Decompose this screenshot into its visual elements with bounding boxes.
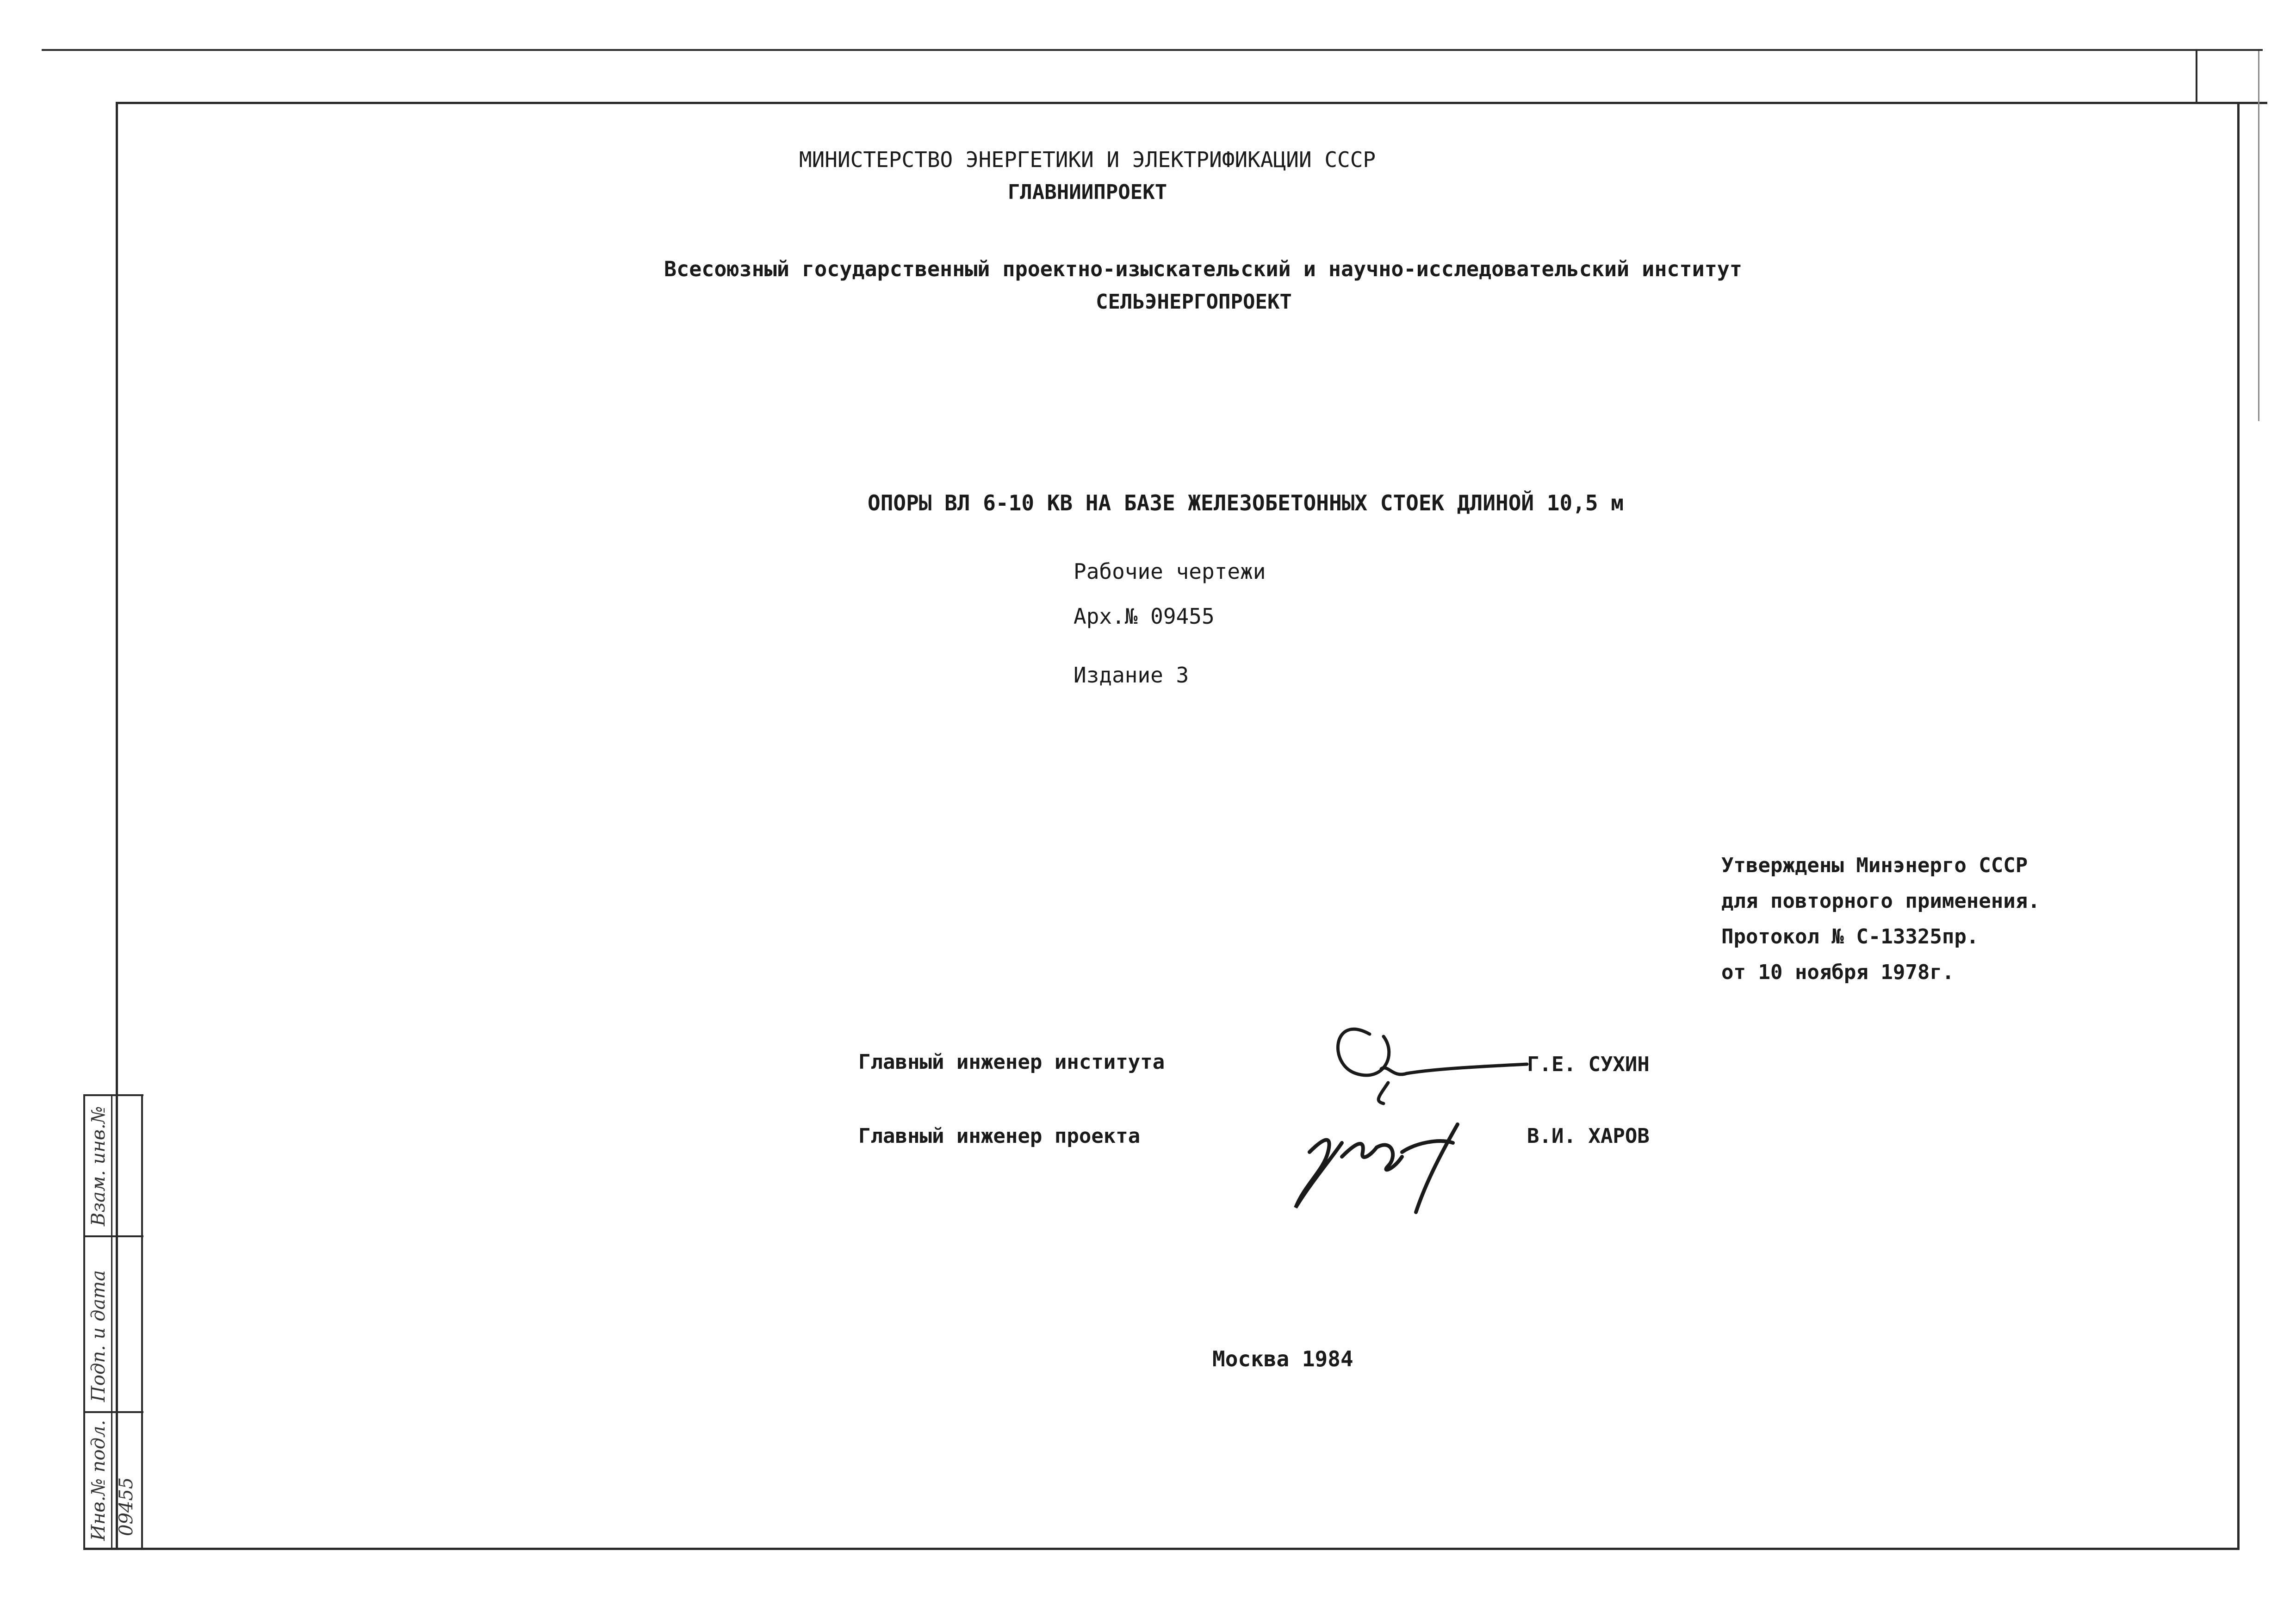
approval-line-3: Протокол № С-13325пр. bbox=[1721, 925, 1979, 949]
signature-role-1: Главный инженер института bbox=[858, 1050, 1165, 1074]
stamp-archive-number: 09455 bbox=[116, 1477, 137, 1536]
ministry-line: МИНИСТЕРСТВО ЭНЕРГЕТИКИ И ЭЛЕКТРИФИКАЦИИ СССР bbox=[799, 147, 1376, 172]
document-type: Рабочие чертежи bbox=[1074, 559, 1266, 584]
department-line: ГЛАВНИИПРОЕКТ bbox=[1007, 180, 1167, 204]
institute-line: Всесоюзный государственный проектно-изыскательский и научно-исследовательский институт bbox=[664, 257, 1742, 281]
archive-number: Арх.№ 09455 bbox=[1074, 604, 1215, 629]
city-year: Москва 1984 bbox=[1212, 1346, 1353, 1371]
stamp-label-inv: Инв.№ подл. bbox=[88, 1420, 109, 1541]
signature-name-1: Г.Е. СУХИН bbox=[1527, 1053, 1650, 1076]
document-title: ОПОРЫ ВЛ 6-10 КВ НА БАЗЕ ЖЕЛЕЗОБЕТОННЫХ СТОЕК ДЛИНОЙ 10,5 м bbox=[868, 490, 1624, 515]
edition: Издание 3 bbox=[1074, 663, 1189, 688]
approval-line-4: от 10 ноября 1978г. bbox=[1721, 961, 1955, 984]
stamp-label-sign: Подп. и дата bbox=[88, 1270, 109, 1402]
approval-line-1: Утверждены Минэнерго СССР bbox=[1721, 854, 2028, 877]
stamp-label-replace: Взам. инв.№ bbox=[88, 1106, 109, 1226]
signature-2-drawing bbox=[1296, 1124, 1458, 1212]
approval-line-2: для повторного применения. bbox=[1721, 889, 2040, 913]
signature-1-drawing bbox=[1338, 1029, 1527, 1104]
signature-role-2: Главный инженер проекта bbox=[858, 1124, 1141, 1148]
institute-name: СЕЛЬЭНЕРГОПРОЕКТ bbox=[1096, 290, 1292, 314]
signature-name-2: В.И. ХАРОВ bbox=[1527, 1124, 1650, 1148]
